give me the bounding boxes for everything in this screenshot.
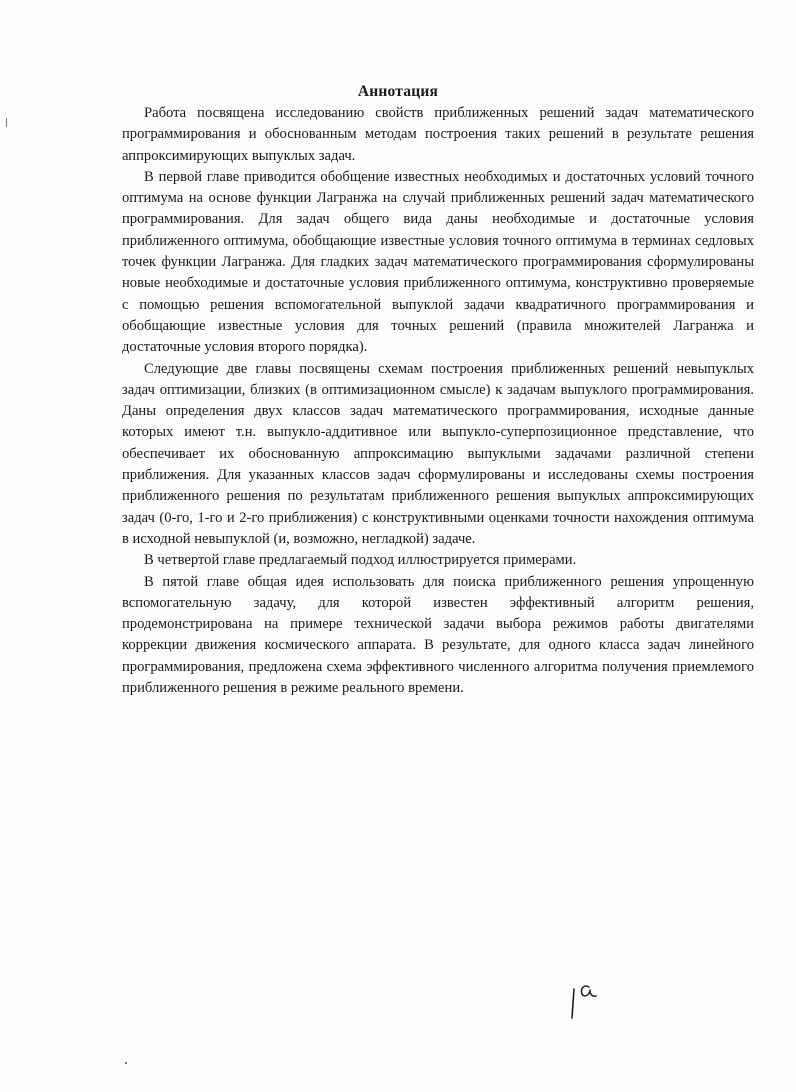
paragraph-2: В первой главе приводится обобщение известных необходимых и достаточных условий точного оптимума на основе функции Лагранжа на случай приближенных решений задач математического программирования. Для задач общего вида даны необходимые и достаточные условия приближенного оптимума, обобщающие известные условия точного оптимума в терминах седловых точек функции Лагранжа. Для гладких задач математического программирования сформулированы новые необходимые и достаточные условия приближенного оптимума, конструктивно проверяемые с помощью решения вспомогательной выпуклой задачи квадратичного программирования и обобщающие известные условия для точных решений (правила множителей Лагранжа и достаточные условия второго порядка). bbox=[122, 168, 754, 356]
scan-speck bbox=[6, 118, 7, 127]
handwritten-stroke-a bbox=[581, 986, 596, 996]
handwritten-page-mark bbox=[565, 975, 615, 1025]
page-title: Аннотация bbox=[357, 83, 439, 100]
paragraph-4: В четвертой главе предлагаемый подход иллюстрируется примерами. bbox=[144, 552, 577, 569]
paragraph-1: Работа посвящена исследованию свойств приближенных решений задач математического программирования и обоснованным методам построения таких решений в результате решения аппроксимирующих выпуклых задач. bbox=[122, 105, 754, 164]
handwritten-stroke-one bbox=[572, 989, 574, 1018]
paragraph-3: Следующие две главы посвящены схемам построения приближенных решений невыпуклых задач оптимизации, близких (в оптимизационном смысле) к задачам выпуклого программирования. Даны определения двух классов задач математического программирования, исходные данные которых имеют т.н. выпукло-аддитивное или выпукло-суперпозиционное представление, что обеспечивает их обоснованную аппроксимацию выпуклыми задачами различной степени приближения. Для указанных классов задач сформулированы и исследованы схемы построения приближенного решения по результатам приближенного решения выпуклых аппроксимирующих задач (0-го, 1-го и 2-го приближения) с конструктивными оценками точности нахождения оптимума в исходной невыпуклой (и, возможно, негладкой) задаче. bbox=[122, 360, 754, 547]
annotation-body bbox=[122, 103, 754, 699]
scan-speck bbox=[125, 1062, 127, 1064]
paragraph-5: В пятой главе общая идея использовать для поиска приближенного решения упрощенную вспомогательную задачу, для которой известен эффективный алгоритм решения, продемонстрирована на примере технической задачи выбора режимов работы двигателями коррекции движения космического аппарата. В результате, для одного класса задач линейного программирования, предложена схема эффективного численного алгоритма получения приемлемого приближенного решения в режиме реального времени. bbox=[122, 573, 754, 697]
